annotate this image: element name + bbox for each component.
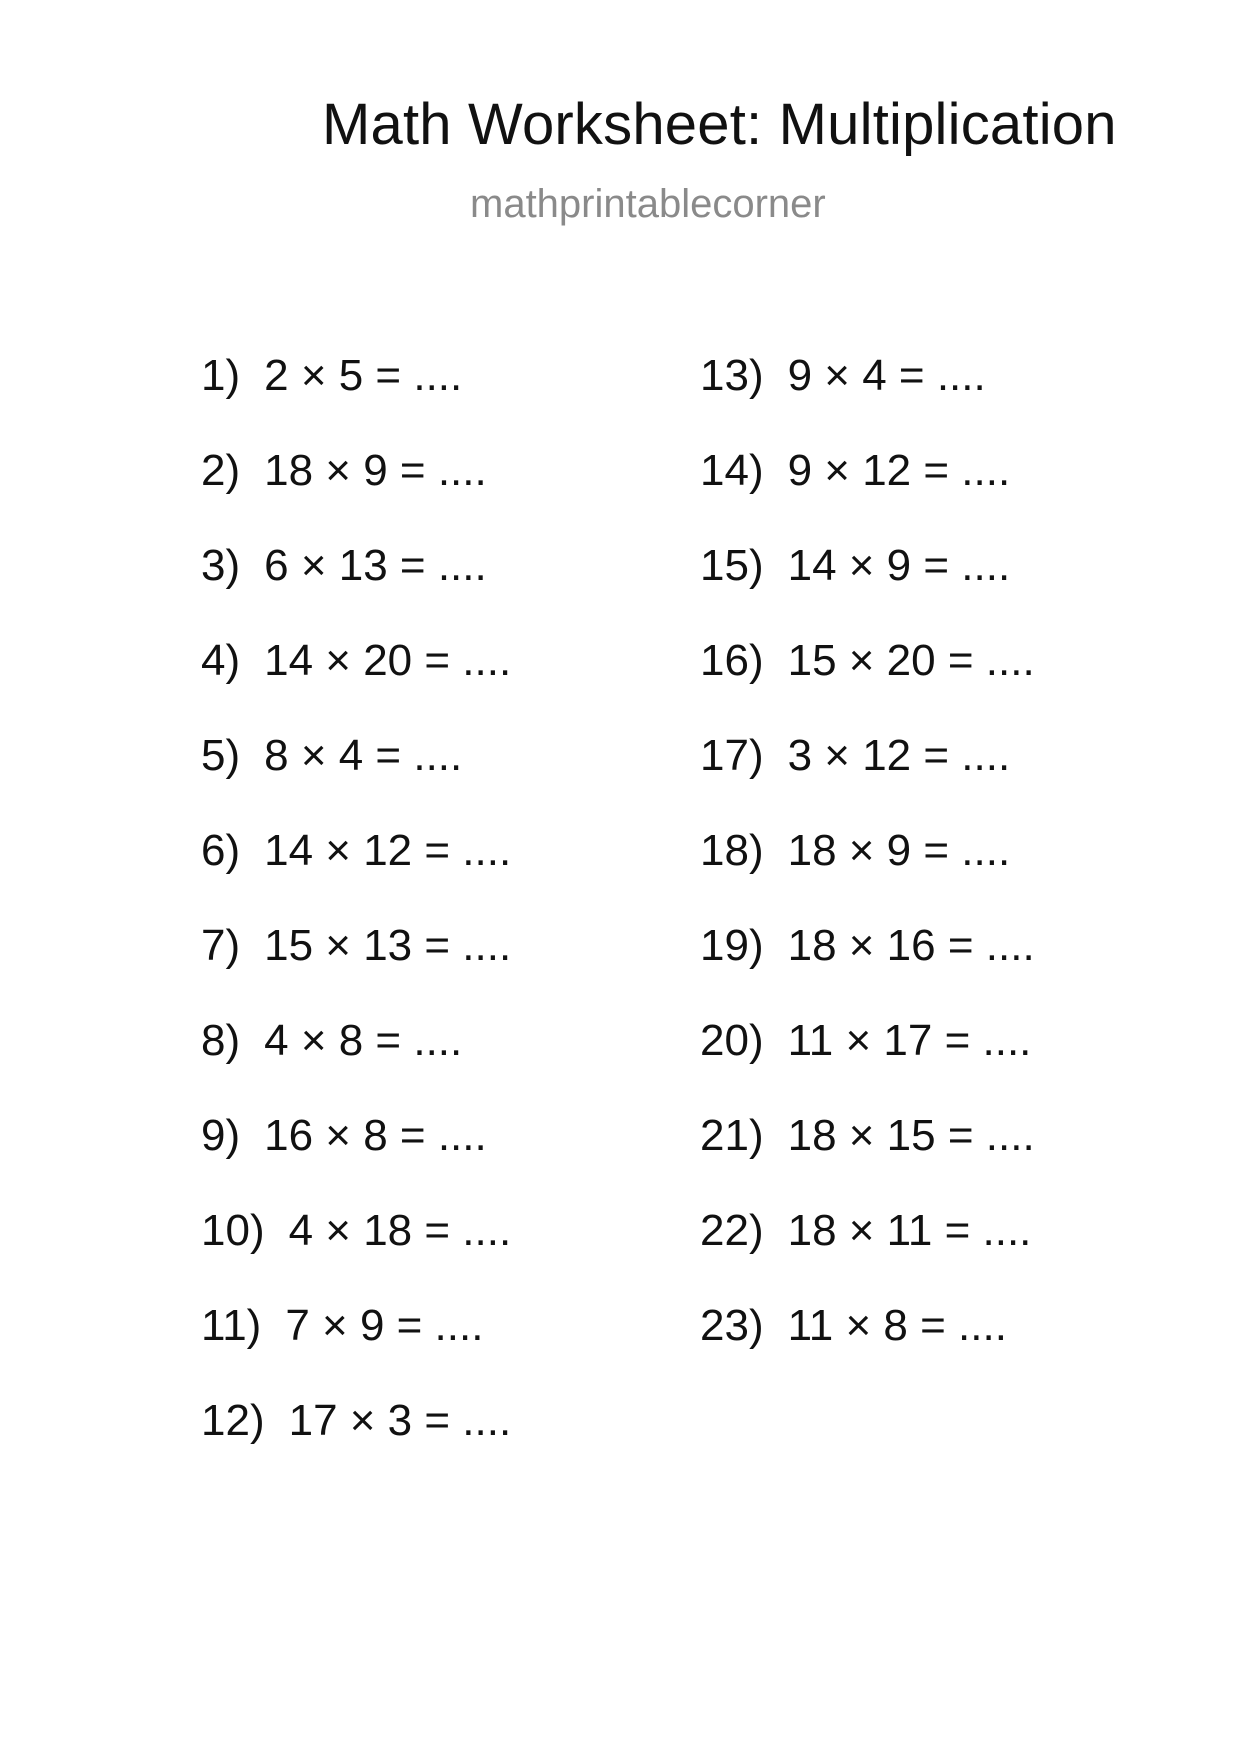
problem-number: 2) [201, 446, 241, 495]
problem-expression: 18 × 11 = .... [787, 1206, 1032, 1255]
problem-expression: 15 × 20 = .... [787, 636, 1035, 685]
problem-item [201, 446, 511, 541]
problem-number: 10) [201, 1206, 265, 1255]
problem-expression: 18 × 16 = .... [787, 921, 1035, 970]
problem-expression: 9 × 12 = .... [787, 446, 1011, 495]
problem-item [700, 921, 1035, 1016]
problem-expression: 4 × 8 = .... [264, 1016, 463, 1065]
problem-number: 15) [700, 541, 764, 590]
problem-item [700, 446, 1035, 541]
problem-item [201, 1396, 511, 1491]
problem-expression: 18 × 15 = .... [787, 1111, 1035, 1160]
problem-number: 16) [700, 636, 764, 685]
problem-number: 17) [700, 731, 764, 780]
problem-number: 8) [201, 1016, 241, 1065]
problem-expression: 16 × 8 = .... [264, 1111, 487, 1160]
problem-expression: 8 × 4 = .... [264, 731, 463, 780]
problem-item [700, 1111, 1035, 1206]
problem-number: 5) [201, 731, 241, 780]
problem-column-right [700, 351, 1035, 1396]
problem-item [700, 1016, 1035, 1111]
problem-number: 22) [700, 1206, 764, 1255]
problem-expression: 3 × 12 = .... [787, 731, 1011, 780]
problem-number: 13) [700, 351, 764, 400]
problem-expression: 14 × 12 = .... [264, 826, 512, 875]
problem-number: 11) [201, 1301, 262, 1350]
problem-expression: 14 × 20 = .... [264, 636, 512, 685]
problem-item [700, 351, 1035, 446]
problem-expression: 17 × 3 = .... [288, 1396, 512, 1445]
problem-number: 12) [201, 1396, 265, 1445]
page-subtitle: mathprintablecorner [470, 182, 826, 226]
problem-number: 9) [201, 1111, 241, 1160]
problem-expression: 6 × 13 = .... [264, 541, 487, 590]
problem-expression: 2 × 5 = .... [264, 351, 463, 400]
problem-expression: 9 × 4 = .... [787, 351, 986, 400]
problem-column-left [201, 351, 511, 1491]
problem-number: 3) [201, 541, 241, 590]
problem-item [201, 636, 511, 731]
problem-item [201, 1301, 511, 1396]
problem-number: 7) [201, 921, 241, 970]
problem-item [201, 921, 511, 1016]
problem-number: 14) [700, 446, 764, 495]
problem-item [700, 541, 1035, 636]
problem-expression: 11 × 8 = .... [787, 1301, 1007, 1350]
problem-number: 20) [700, 1016, 764, 1065]
problem-item [700, 1206, 1035, 1301]
problem-item [201, 1111, 511, 1206]
problem-expression: 15 × 13 = .... [264, 921, 512, 970]
problem-number: 4) [201, 636, 241, 685]
problem-item [201, 351, 511, 446]
problem-number: 19) [700, 921, 764, 970]
problem-item [700, 731, 1035, 826]
problem-expression: 18 × 9 = .... [264, 446, 487, 495]
problem-item [700, 826, 1035, 921]
problem-item [201, 541, 511, 636]
problem-expression: 11 × 17 = .... [787, 1016, 1032, 1065]
problem-item [201, 826, 511, 921]
problem-item [201, 731, 511, 826]
problem-expression: 7 × 9 = .... [285, 1301, 484, 1350]
problem-number: 1) [201, 351, 241, 400]
page-title: Math Worksheet: Multiplication [322, 92, 1117, 157]
problem-item [201, 1206, 511, 1301]
problem-expression: 4 × 18 = .... [288, 1206, 512, 1255]
problem-item [700, 636, 1035, 731]
problem-number: 6) [201, 826, 241, 875]
problem-number: 23) [700, 1301, 764, 1350]
problem-item [201, 1016, 511, 1111]
problem-item [700, 1301, 1035, 1396]
problem-expression: 14 × 9 = .... [787, 541, 1011, 590]
problem-number: 18) [700, 826, 764, 875]
problem-expression: 18 × 9 = .... [787, 826, 1011, 875]
problem-number: 21) [700, 1111, 764, 1160]
